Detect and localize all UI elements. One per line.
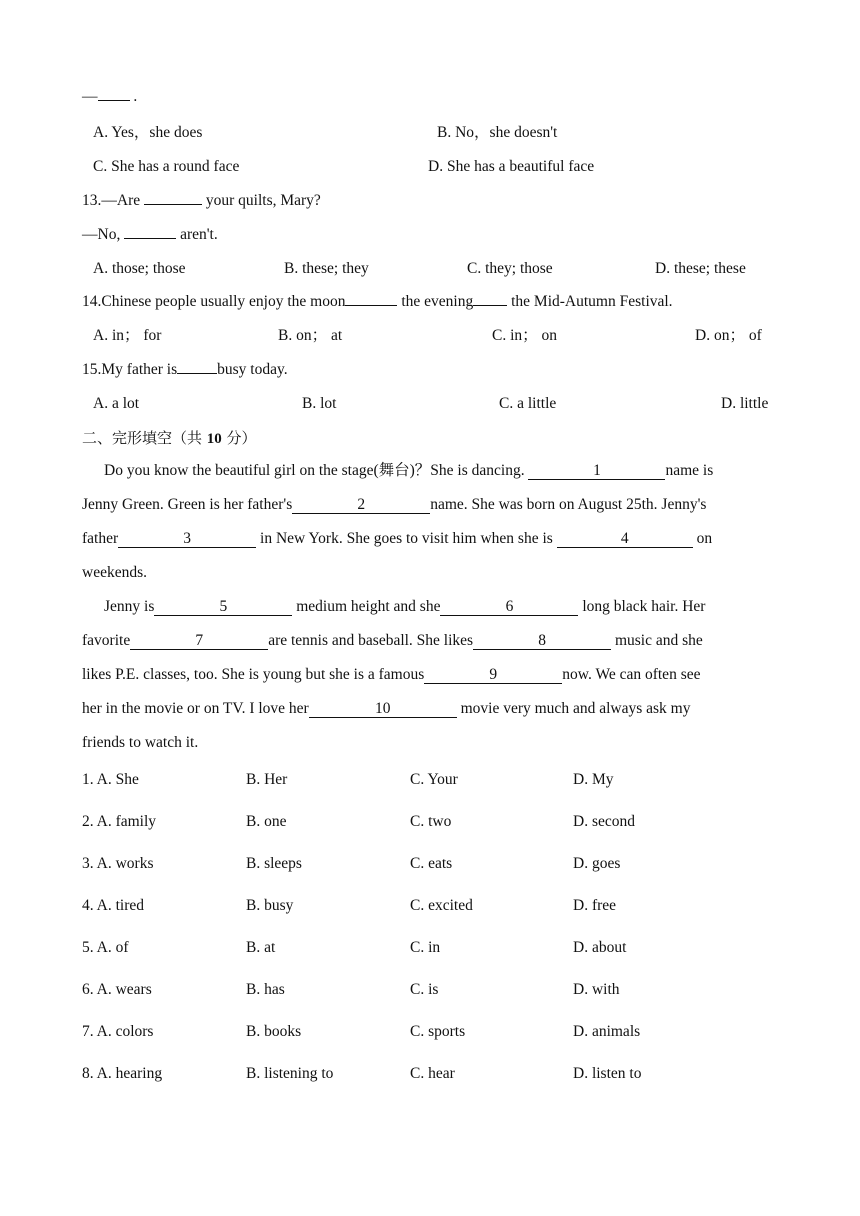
heading-text-end: 分） <box>221 429 257 447</box>
q14-text-b: the evening <box>397 293 474 310</box>
cloze-option-6-a: 6. A. wears <box>82 981 152 998</box>
question-13-reply <box>82 225 218 245</box>
passage-text: now. We can often see <box>562 666 701 683</box>
option-b: B. No，she doesn't <box>437 124 558 141</box>
cloze-blank-9: 9 <box>424 667 562 684</box>
q13-reply-a: —No, <box>82 226 125 243</box>
passage-line-7 <box>82 665 700 685</box>
cloze-option-7-c: C. sports <box>410 1023 466 1040</box>
passage-text: are tennis and baseball. She likes <box>268 632 474 649</box>
passage-text: Jenny is <box>104 598 155 615</box>
q15-option-b: B. lot <box>302 395 337 412</box>
q13-text-b: your quilts, Mary? <box>202 192 321 209</box>
passage-text: name. She was born on August 25th. Jenny's <box>430 496 707 513</box>
question-13 <box>82 191 321 211</box>
cloze-option-1-c: C. Your <box>410 771 458 788</box>
passage-text: name is <box>665 462 714 479</box>
q13-option-a: A. those; those <box>93 260 186 277</box>
dash: — <box>82 88 98 105</box>
q14-text-c: the Mid-Autumn Festival. <box>507 293 673 310</box>
cloze-option-1-b: B. Her <box>246 771 288 788</box>
passage-text: likes P.E. classes, too. She is young but she is a famous <box>82 666 425 683</box>
cloze-option-1-a: 1. A. She <box>82 771 139 788</box>
cloze-option-3-d: D. goes <box>573 855 621 872</box>
passage-text: medium height and she <box>292 598 441 615</box>
cloze-blank-8: 8 <box>473 633 611 650</box>
answer-blank <box>124 238 176 239</box>
q13-reply-b: aren't. <box>176 226 218 243</box>
cloze-option-6-c: C. is <box>410 981 439 998</box>
period: . <box>129 88 138 105</box>
cloze-option-8-a: 8. A. hearing <box>82 1065 163 1082</box>
cloze-blank-2: 2 <box>292 497 430 514</box>
passage-text: father <box>82 530 119 547</box>
question-14 <box>82 292 673 312</box>
q13-option-d: D. these; these <box>655 260 746 277</box>
cloze-option-2-a: 2. A. family <box>82 813 157 830</box>
passage-text: Do you know the beautiful girl on the stage(舞台)？She is dancing. <box>104 462 529 479</box>
answer-blank <box>473 305 507 306</box>
cloze-blank-1: 1 <box>528 463 665 480</box>
passage-text: long black hair. Her <box>578 598 706 615</box>
q15-option-c: C. a little <box>499 395 557 412</box>
cloze-option-5-c: C. in <box>410 939 441 956</box>
cloze-blank-6: 6 <box>440 599 578 616</box>
cloze-option-4-b: B. busy <box>246 897 294 914</box>
passage-text: on <box>692 530 713 547</box>
passage-line-8 <box>82 699 690 719</box>
answer-blank <box>144 204 202 205</box>
passage-line-2 <box>82 495 706 515</box>
cloze-blank-4: 4 <box>557 531 693 548</box>
cloze-option-7-d: D. animals <box>573 1023 641 1040</box>
q13-text-a: 13.—Are <box>82 192 144 209</box>
q14-option-c: C. in； on <box>492 327 558 344</box>
question-12-tail <box>82 87 137 107</box>
option-d: D. She has a beautiful face <box>428 158 595 175</box>
passage-text: her in the movie or on TV. I love her <box>82 700 309 717</box>
passage-line-6 <box>82 631 703 651</box>
cloze-blank-5: 5 <box>154 599 292 616</box>
cloze-option-3-c: C. eats <box>410 855 453 872</box>
cloze-option-2-b: B. one <box>246 813 287 830</box>
answer-blank <box>345 305 397 306</box>
question-15 <box>82 360 288 380</box>
cloze-option-8-b: B. listening to <box>246 1065 334 1082</box>
passage-text: Jenny Green. Green is her father's <box>82 496 293 513</box>
passage-line-1 <box>104 461 713 481</box>
heading-points: 10 <box>206 431 222 447</box>
passage-line-5 <box>104 597 705 617</box>
cloze-option-5-b: B. at <box>246 939 276 956</box>
cloze-option-3-a: 3. A. works <box>82 855 154 872</box>
cloze-option-6-b: B. has <box>246 981 285 998</box>
option-c: C. She has a round face <box>93 158 240 175</box>
answer-blank <box>177 373 217 374</box>
section-heading <box>82 428 257 449</box>
q15-text-b: busy today. <box>217 361 288 378</box>
answer-blank <box>98 100 130 101</box>
q15-option-a: A. a lot <box>93 395 140 412</box>
cloze-option-4-d: D. free <box>573 897 617 914</box>
cloze-option-5-a: 5. A. of <box>82 939 129 956</box>
passage-line-9: friends to watch it. <box>82 734 199 751</box>
passage-line-3 <box>82 529 712 549</box>
cloze-option-1-d: D. My <box>573 771 614 788</box>
cloze-option-5-d: D. about <box>573 939 627 956</box>
cloze-blank-7: 7 <box>130 633 268 650</box>
passage-text: in New York. She goes to visit him when she is <box>256 530 557 547</box>
cloze-blank-10: 10 <box>309 701 457 718</box>
passage-text: favorite <box>82 632 131 649</box>
q15-text-a: 15.My father is <box>82 361 178 378</box>
cloze-blank-3: 3 <box>118 531 256 548</box>
cloze-option-8-d: D. listen to <box>573 1065 642 1082</box>
q14-option-b: B. on； at <box>278 327 343 344</box>
cloze-option-3-b: B. sleeps <box>246 855 302 872</box>
cloze-option-7-a: 7. A. colors <box>82 1023 154 1040</box>
heading-text: 二、完形填空（共 <box>82 429 207 447</box>
cloze-option-7-b: B. books <box>246 1023 302 1040</box>
cloze-option-2-c: C. two <box>410 813 452 830</box>
q15-option-d: D. little <box>721 395 769 412</box>
cloze-option-6-d: D. with <box>573 981 620 998</box>
q14-option-a: A. in； for <box>93 327 162 344</box>
cloze-option-8-c: C. hear <box>410 1065 455 1082</box>
q14-option-d: D. on； of <box>695 327 762 344</box>
passage-text: movie very much and always ask my <box>456 700 691 717</box>
cloze-option-4-a: 4. A. tired <box>82 897 144 914</box>
q13-option-c: C. they; those <box>467 260 553 277</box>
passage-text: music and she <box>611 632 703 649</box>
cloze-option-2-d: D. second <box>573 813 635 830</box>
q14-text-a: 14.Chinese people usually enjoy the moon <box>82 293 346 310</box>
option-a: A. Yes，she does <box>93 124 203 141</box>
passage-line-4: weekends. <box>82 564 147 581</box>
cloze-option-4-c: C. excited <box>410 897 473 914</box>
q13-option-b: B. these; they <box>284 260 369 277</box>
